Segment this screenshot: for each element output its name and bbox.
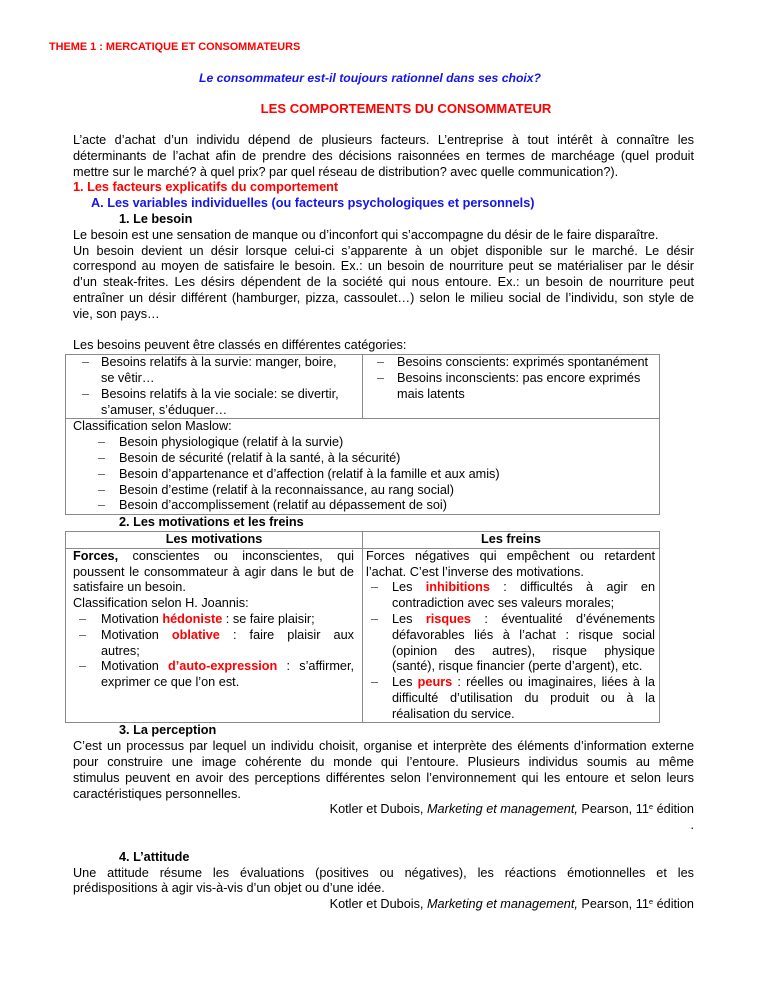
trailing-period: .: [690, 818, 694, 833]
citation-publisher: Pearson, 11: [577, 897, 649, 912]
text-line: [392, 612, 655, 628]
text-line: mais latents: [397, 386, 465, 401]
list-item: [66, 355, 362, 387]
text-line: défavorables liés à l’achat : risque social: [392, 627, 655, 642]
text-line: [101, 628, 354, 644]
dash-bullet-icon: –: [98, 498, 106, 513]
text-line: Besoin physiologique (relatif à la survie): [119, 435, 344, 450]
besoin-definition: Le besoin est une sensation de manque ou d’inconfort qui s’accompagne du désir de le faire disparaître.: [73, 227, 659, 242]
dash-bullet-icon: –: [79, 627, 87, 642]
list-item: [66, 498, 659, 514]
text-line: poussent le consommateur à agir dans le but de: [73, 564, 354, 579]
categories-intro: Les besoins peuvent être classés en différentes catégories:: [73, 338, 407, 353]
list-item: [366, 612, 655, 675]
text-fragment: Motivation: [101, 659, 169, 674]
document-body: [73, 133, 694, 913]
keyword-auto-expression: d’auto-expression: [168, 659, 278, 674]
text-line: d’un steak-frites. Les désirs dépendent de la société qui nous entoure. Ex.: un besoin de nourriture peut: [73, 275, 694, 290]
maslow-label: Classification selon Maslow:: [73, 419, 232, 434]
list-item: [363, 371, 659, 403]
text-fragment: conscientes ou inconscientes, qui: [118, 548, 354, 563]
list-item: [73, 659, 354, 691]
text-line: correspond au moyen de satisfaire le besoin. Ex.: un besoin de nourriture peut se matérialiser par le désir: [73, 259, 694, 274]
dash-bullet-icon: –: [98, 466, 106, 481]
dash-bullet-icon: –: [82, 386, 90, 401]
keyword-inhibitions: inhibitions: [425, 580, 490, 595]
motivations-brakes-table: [65, 531, 660, 724]
text-line: réalisation du service.: [392, 706, 515, 721]
text-line: se vêtir…: [101, 370, 155, 385]
list-item: [66, 483, 659, 499]
list-item: [363, 355, 659, 371]
text-fragment: : éventualité d’événements: [470, 611, 656, 626]
column-header-motivations: Les motivations: [66, 532, 363, 548]
text-line: déterminants de l’achat afin de prendre des décisions raisonnées en termes de marchéage (quel produit: [73, 148, 694, 163]
text-line: satisfaire un besoin.: [73, 580, 186, 595]
blank-line: [73, 323, 694, 339]
text-line: [101, 612, 354, 628]
dash-bullet-icon: –: [371, 675, 379, 690]
text-fragment: Motivation: [101, 611, 163, 626]
text-line: exprimer ce que l’on est.: [101, 675, 240, 690]
text-line: C’est un processus par lequel un individu choisit, organise et interprète des éléments d’information externe: [73, 739, 694, 754]
text-fragment: Les: [392, 611, 426, 626]
edition-superscript: e: [648, 802, 654, 812]
needs-table-row-maslow: [66, 418, 659, 514]
text-line: [73, 549, 354, 565]
desire-paragraph: [73, 244, 694, 323]
subsection-heading: A. Les variables individuelles (ou facteurs psychologiques et personnels): [91, 196, 535, 211]
dash-bullet-icon: –: [371, 580, 379, 595]
topic-heading-perception: 3. La perception: [119, 723, 217, 738]
citation-publisher: Pearson, 11: [577, 802, 649, 817]
dash-bullet-icon: –: [98, 482, 106, 497]
list-item: [66, 467, 659, 483]
text-fragment: : s’affirmer,: [277, 659, 354, 674]
text-line: [101, 659, 354, 675]
text-line: [392, 675, 655, 691]
dash-bullet-icon: –: [79, 659, 87, 674]
table-header-row: [66, 532, 659, 548]
survival-social-needs-cell: [66, 355, 363, 418]
citation-authors: Kotler et Dubois,: [329, 802, 427, 817]
list-item: [73, 612, 354, 628]
text-line: Besoin d’accomplissement (relatif au dépassement de soi): [119, 498, 447, 513]
text-line: mettre sur le marché? à quel prix? par quel réseau de distribution? avec quelle communication?).: [73, 164, 619, 179]
text-line: stimulus peuvent en avoir des perceptions différentes selon l’environnement qui les entoure et selon leurs: [73, 770, 694, 785]
text-line: Une attitude résume les évaluations (positives ou négatives), les réactions émotionnelles et les: [73, 865, 694, 880]
text-line: entraîner un désir différent (hamburger, pizza, cassoulet…) selon le milieu social de l’individu, son style de: [73, 290, 694, 305]
perception-paragraph: [73, 739, 694, 802]
freins-cell: [363, 549, 659, 723]
list-item: [66, 435, 659, 451]
dash-bullet-icon: –: [377, 355, 385, 370]
text-line: Besoins inconscients: pas encore exprimés: [397, 370, 641, 385]
blank-line: [73, 834, 694, 850]
text-fragment: Les: [392, 580, 426, 595]
text-line: (santé), risque financier (perte d’argent), etc.: [392, 659, 643, 674]
dash-bullet-icon: –: [377, 370, 385, 385]
text-line: [392, 580, 655, 596]
keyword-peurs: peurs: [417, 675, 453, 690]
edition-superscript: e: [648, 897, 654, 907]
text-line: prédispositions à agir vis-à-vis d’un objet ou d’une idée.: [73, 881, 385, 896]
attitude-paragraph: [73, 866, 694, 898]
text-line: Besoins relatifs à la vie sociale: se divertir,: [101, 386, 339, 401]
keyword-hedoniste: hédoniste: [162, 611, 223, 626]
list-item: [366, 675, 655, 722]
dash-bullet-icon: –: [79, 611, 87, 626]
text-fragment: : faire plaisir aux: [219, 627, 354, 642]
text-line: (opinion des autres), risque physique: [392, 643, 655, 658]
text-line: vie, son pays…: [73, 306, 160, 321]
text-line: contradiction avec ses valeurs morales;: [392, 596, 615, 611]
text-line: Besoin d’appartenance et d’affection (relatif à la famille et aux amis): [119, 466, 500, 481]
text-line: Forces négatives qui empêchent ou retardent: [366, 548, 655, 563]
list-item: [66, 387, 362, 419]
column-header-freins: Les freins: [481, 531, 541, 546]
text-line: caractéristiques personnelles.: [73, 786, 241, 801]
list-item: [73, 628, 354, 660]
topic-heading-motivations: 2. Les motivations et les freins: [119, 515, 304, 530]
topic-heading-besoin: 1. Le besoin: [119, 211, 193, 226]
book-title: Marketing et management,: [426, 897, 578, 912]
keyword-oblative: oblative: [171, 627, 220, 642]
topic-heading-attitude: 4. L’attitude: [119, 849, 190, 864]
dash-bullet-icon: –: [371, 611, 379, 626]
forces-term: Forces,: [73, 548, 119, 563]
text-line: difficulté d’utilisation du produit ou à la: [392, 690, 655, 705]
page-title: LES COMPORTEMENTS DU CONSOMMATEUR: [260, 101, 552, 116]
text-fragment: Les: [392, 675, 418, 690]
dash-bullet-icon: –: [82, 355, 90, 370]
section-heading: 1. Les facteurs explicatifs du comportement: [73, 180, 339, 195]
text-line: l’achat. C’est l’inverse des motivations.: [366, 564, 584, 579]
citation: [73, 802, 694, 818]
text-line: Besoin de sécurité (relatif à la santé, à la sécurité): [119, 450, 401, 465]
conscious-unconscious-needs-cell: [363, 355, 659, 418]
keyword-risques: risques: [425, 611, 471, 626]
theme-label: THEME 1 : MERCATIQUE ET CONSOMMATEURS: [49, 41, 301, 53]
list-item: [66, 451, 659, 467]
dash-bullet-icon: –: [98, 435, 106, 450]
text-line: pour construire une image cohérente du monde qui l’entoure. Plusieurs individus soumis au même: [73, 755, 694, 770]
maslow-classification-cell: [66, 419, 659, 514]
text-line: autres;: [101, 643, 140, 658]
citation-edition: édition: [653, 802, 694, 817]
text-fragment: : réelles ou imaginaires, liées à la: [452, 675, 655, 690]
text-line: s’amuser, s’éduquer…: [101, 402, 228, 417]
joannis-label: Classification selon H. Joannis:: [73, 596, 249, 611]
motivations-cell: [66, 549, 363, 723]
dash-bullet-icon: –: [98, 450, 106, 465]
table-body-row: [66, 548, 659, 723]
guiding-question: Le consommateur est-il toujours rationnel dans ses choix?: [199, 71, 541, 85]
citation-authors: Kotler et Dubois,: [329, 897, 427, 912]
needs-table: [65, 354, 660, 515]
text-line: Besoin d’estime (relatif à la reconnaissance, au rang social): [119, 482, 454, 497]
text-fragment: : se faire plaisir;: [222, 611, 315, 626]
text-line: Besoins conscients: exprimés spontanément: [397, 355, 649, 370]
intro-paragraph: [73, 133, 694, 180]
citation: [73, 897, 694, 913]
needs-table-row-categories: [66, 355, 659, 418]
text-fragment: Motivation: [101, 627, 172, 642]
citation-edition: édition: [653, 897, 694, 912]
text-fragment: : difficultés à agir en: [489, 580, 655, 595]
list-item: [366, 580, 655, 612]
text-line: Besoins relatifs à la survie: manger, boire,: [101, 355, 337, 370]
book-title: Marketing et management,: [426, 802, 578, 817]
text-line: L’acte d’achat d’un individu dépend de plusieurs facteurs. L’entreprise à tout intérêt à connaître les: [73, 133, 694, 147]
text-line: Un besoin devient un désir lorsque celui-ci s’apparente à un objet disponible sur le marché. Le désir: [73, 243, 694, 258]
